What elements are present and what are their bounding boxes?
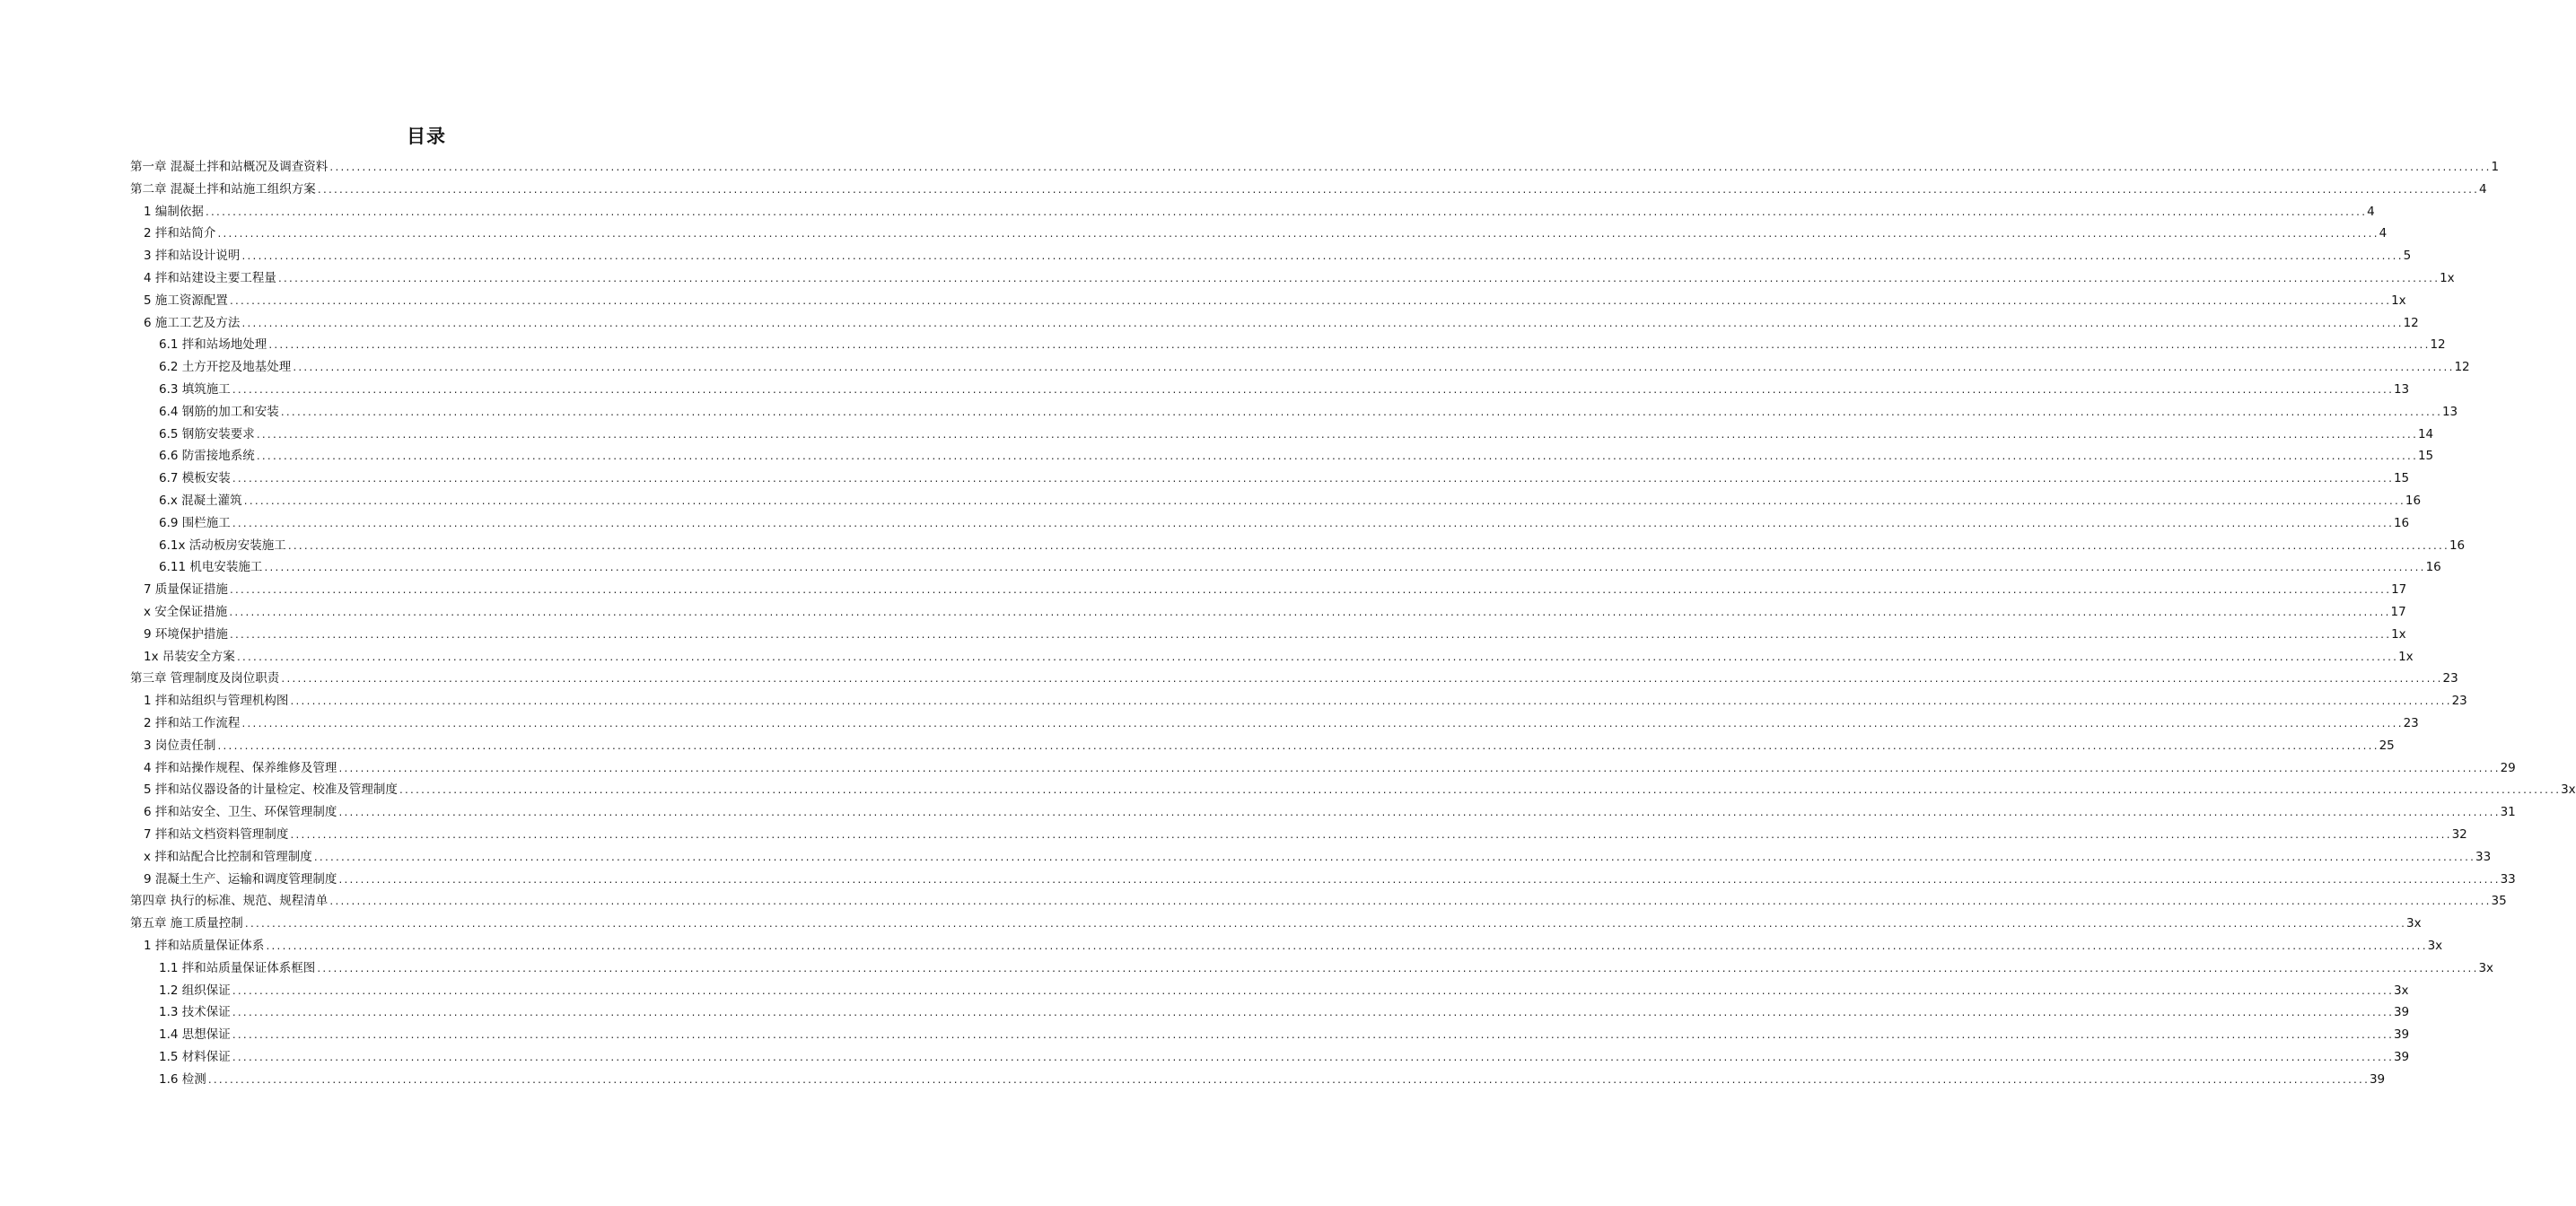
toc-dot-leader: ................................................................................................................................................................................................................................................................................................................................................................................................................: [206, 1075, 2369, 1086]
toc-entry[interactable]: [159, 334, 2446, 356]
toc-dot-leader: ................................................................................................................................................................................................................................................................................................................................................................................................................: [280, 675, 2442, 686]
toc-entry[interactable]: [144, 201, 2375, 223]
toc-entry-label: 1.4 思想保证: [159, 1027, 231, 1043]
toc-dot-leader: ................................................................................................................................................................................................................................................................................................................................................................................................................: [276, 275, 2440, 284]
toc-dot-leader: ................................................................................................................................................................................................................................................................................................................................................................................................................: [231, 386, 2393, 396]
toc-entry-page-number: 33: [2500, 871, 2516, 887]
toc-dot-leader: ................................................................................................................................................................................................................................................................................................................................................................................................................: [235, 652, 2398, 663]
toc-entry[interactable]: [159, 356, 2470, 379]
toc-dot-leader: ................................................................................................................................................................................................................................................................................................................................................................................................................: [316, 964, 2478, 974]
toc-dot-leader: ................................................................................................................................................................................................................................................................................................................................................................................................................: [265, 942, 2427, 952]
toc-entry-label: 6.9 围栏施工: [159, 515, 231, 530]
toc-dot-leader: ................................................................................................................................................................................................................................................................................................................................................................................................................: [263, 564, 2425, 574]
toc-entry-label: 7 拌和站文档资料管理制度: [144, 827, 289, 842]
toc-entry-page-number: 39: [2393, 1005, 2410, 1020]
toc-dot-leader: ................................................................................................................................................................................................................................................................................................................................................................................................................: [279, 407, 2441, 418]
toc-entry-label: 1.2 组织保证: [159, 983, 231, 998]
toc-entry-page-number: 16: [2425, 560, 2441, 575]
toc-entry-page-number: 12: [2430, 337, 2446, 353]
toc-entry-page-number: 4: [2479, 181, 2487, 197]
toc-entry[interactable]: [159, 401, 2458, 424]
toc-entry[interactable]: [144, 846, 2492, 869]
toc-entry-page-number: 29: [2500, 760, 2516, 775]
toc-entry-label: 1.1 拌和站质量保证体系框图: [159, 960, 316, 975]
toc-dot-leader: ................................................................................................................................................................................................................................................................................................................................................................................................................: [316, 185, 2478, 196]
toc-entry-page-number: 15: [2417, 449, 2434, 464]
toc-entry-page-number: 13: [2393, 382, 2410, 397]
toc-entry-label: 6.3 填筑施工: [159, 382, 231, 397]
toc-entry[interactable]: [144, 712, 2419, 735]
toc-dot-leader: ................................................................................................................................................................................................................................................................................................................................................................................................................: [337, 808, 2500, 819]
toc-entry-page-number: 33: [2475, 849, 2492, 864]
toc-entry-label: 4 拌和站建设主要工程量: [144, 271, 276, 285]
toc-dot-leader: ................................................................................................................................................................................................................................................................................................................................................................................................................: [216, 230, 2379, 240]
toc-entry-label: 6.7 模板安装: [159, 471, 231, 486]
toc-entry[interactable]: [130, 913, 2422, 935]
toc-entry[interactable]: [144, 601, 2406, 624]
toc-entry[interactable]: [130, 890, 2507, 913]
toc-entry[interactable]: [144, 245, 2412, 267]
toc-dot-leader: ................................................................................................................................................................................................................................................................................................................................................................................................................: [228, 630, 2391, 641]
toc-entry-label: 6.6 防雷接地系统: [159, 449, 255, 464]
toc-entry-page-number: 5: [2403, 249, 2412, 264]
toc-entry-page-number: 39: [2369, 1071, 2386, 1087]
toc-entry[interactable]: [159, 1001, 2410, 1024]
toc-dot-leader: ................................................................................................................................................................................................................................................................................................................................................................................................................: [292, 363, 2454, 374]
toc-entry-label: 6 拌和站安全、卫生、环保管理制度: [144, 805, 337, 820]
toc-entry-label: 7 质量保证措施: [144, 582, 228, 598]
toc-entry[interactable]: [159, 379, 2410, 401]
toc-entry-page-number: 16: [2393, 515, 2410, 530]
toc-entry[interactable]: [144, 757, 2516, 780]
toc-dot-leader: ................................................................................................................................................................................................................................................................................................................................................................................................................: [289, 831, 2451, 841]
toc-entry-label: 9 混凝土生产、运输和调度管理制度: [144, 871, 337, 887]
toc-entry-page-number: 3x: [2561, 782, 2576, 798]
toc-entry-page-number: 15: [2393, 471, 2410, 486]
toc-entry-page-number: 32: [2451, 827, 2467, 842]
toc-dot-leader: ................................................................................................................................................................................................................................................................................................................................................................................................................: [337, 764, 2500, 774]
toc-dot-leader: ................................................................................................................................................................................................................................................................................................................................................................................................................: [267, 341, 2430, 352]
toc-dot-leader: ................................................................................................................................................................................................................................................................................................................................................................................................................: [204, 207, 2367, 218]
toc-entry[interactable]: [159, 1069, 2386, 1091]
toc-entry-page-number: 39: [2393, 1050, 2410, 1064]
toc-entry-label: 2 拌和站简介: [144, 226, 216, 241]
toc-entry-page-number: 4: [2379, 226, 2388, 241]
toc-entry-page-number: 35: [2491, 894, 2507, 909]
toc-entry-label: 6.4 钢筋的加工和安装: [159, 404, 279, 419]
toc-dot-leader: ................................................................................................................................................................................................................................................................................................................................................................................................................: [255, 452, 2417, 463]
toc-dot-leader: ................................................................................................................................................................................................................................................................................................................................................................................................................: [255, 430, 2417, 441]
toc-entry-label: 4 拌和站操作规程、保养维修及管理: [144, 760, 337, 775]
toc-entry[interactable]: [144, 223, 2388, 245]
toc-entry[interactable]: [130, 156, 2500, 179]
toc-entry[interactable]: [159, 957, 2494, 980]
toc-entry-page-number: 1x: [2391, 293, 2406, 308]
toc-entry[interactable]: [144, 801, 2516, 824]
toc-entry-page-number: 23: [2451, 694, 2467, 709]
toc-entry-page-number: 1x: [2440, 271, 2455, 285]
toc-entry[interactable]: [159, 1046, 2410, 1069]
toc-dot-leader: ................................................................................................................................................................................................................................................................................................................................................................................................................: [241, 319, 2403, 329]
toc-dot-leader: ................................................................................................................................................................................................................................................................................................................................................................................................................: [241, 720, 2403, 730]
toc-dot-leader: ................................................................................................................................................................................................................................................................................................................................................................................................................: [242, 497, 2405, 507]
toc-entry-label: 第一章 混凝土拌和站概况及调查资料: [130, 160, 329, 174]
toc-entry-label: x 安全保证措施: [144, 605, 228, 619]
toc-entry[interactable]: [159, 1024, 2410, 1046]
toc-entry-label: 1 编制依据: [144, 204, 204, 219]
toc-entry[interactable]: [144, 624, 2406, 646]
toc-entry-page-number: 3x: [2393, 983, 2409, 998]
toc-entry-label: 1 拌和站质量保证体系: [144, 939, 265, 953]
toc-entry-label: 5 施工资源配置: [144, 293, 228, 308]
toc-entry[interactable]: [159, 980, 2409, 1002]
toc-entry[interactable]: [144, 824, 2467, 846]
toc-dot-leader: ................................................................................................................................................................................................................................................................................................................................................................................................................: [286, 541, 2449, 552]
toc-entry-page-number: 3x: [2427, 939, 2443, 953]
toc-entry[interactable]: [159, 512, 2410, 535]
toc-entry-page-number: 3x: [2406, 916, 2422, 931]
toc-entry[interactable]: [159, 490, 2422, 512]
toc-dot-leader: ................................................................................................................................................................................................................................................................................................................................................................................................................: [289, 697, 2451, 708]
toc-entry-page-number: 12: [2454, 360, 2470, 375]
toc-entry-label: 6.1x 活动板房安装施工: [159, 537, 286, 553]
toc-entry-page-number: 12: [2403, 315, 2419, 330]
toc-entry[interactable]: [144, 646, 2414, 669]
toc-dot-leader: ................................................................................................................................................................................................................................................................................................................................................................................................................: [329, 163, 2491, 173]
toc-entry-page-number: 17: [2391, 582, 2407, 598]
toc-entry-label: 1.6 检测: [159, 1071, 206, 1087]
toc-entry-label: 3 岗位责任制: [144, 738, 216, 753]
toc-entry[interactable]: [144, 267, 2455, 290]
toc-entry[interactable]: [159, 556, 2441, 579]
toc-dot-leader: ................................................................................................................................................................................................................................................................................................................................................................................................................: [398, 786, 2561, 797]
toc-entry-label: 1.5 材料保证: [159, 1050, 231, 1064]
toc-entry-label: 1 拌和站组织与管理机构图: [144, 694, 289, 709]
toc-entry[interactable]: [159, 468, 2410, 490]
toc-entry[interactable]: [144, 779, 2576, 801]
toc-dot-leader: ................................................................................................................................................................................................................................................................................................................................................................................................................: [337, 875, 2500, 886]
toc-entry-page-number: 17: [2390, 605, 2406, 619]
toc-entry[interactable]: [130, 179, 2487, 201]
toc-entry-label: 5 拌和站仪器设备的计量检定、校准及管理制度: [144, 782, 398, 798]
toc-entry-label: 3 拌和站设计说明: [144, 249, 241, 264]
toc-entry-page-number: 25: [2379, 738, 2395, 753]
toc-entry[interactable]: [144, 869, 2516, 891]
toc-entry-label: 第五章 施工质量控制: [130, 916, 243, 931]
toc-dot-leader: ................................................................................................................................................................................................................................................................................................................................................................................................................: [231, 1009, 2393, 1019]
toc-entry[interactable]: [159, 424, 2434, 446]
toc-entry-label: x 拌和站配合比控制和管理制度: [144, 849, 312, 864]
toc-entry[interactable]: [144, 312, 2419, 335]
toc-entry[interactable]: [159, 535, 2466, 557]
toc-entry-page-number: 4: [2367, 204, 2375, 219]
toc-entry-page-number: 1: [2491, 160, 2500, 174]
toc-title: 目录: [407, 126, 446, 147]
toc-entry-page-number: 1x: [2391, 626, 2406, 642]
toc-entry-label: 1x 吊装安全方案: [144, 649, 235, 664]
toc-entry-label: 6.11 机电安装施工: [159, 560, 263, 575]
toc-dot-leader: ................................................................................................................................................................................................................................................................................................................................................................................................................: [231, 986, 2393, 997]
toc-entry-page-number: 23: [2442, 671, 2458, 686]
toc-dot-leader: ................................................................................................................................................................................................................................................................................................................................................................................................................: [231, 519, 2393, 529]
toc-dot-leader: ................................................................................................................................................................................................................................................................................................................................................................................................................: [228, 296, 2391, 307]
toc-dot-leader: ................................................................................................................................................................................................................................................................................................................................................................................................................: [231, 1053, 2393, 1063]
toc-entry-page-number: 3x: [2478, 960, 2494, 975]
toc-entry-page-number: 14: [2417, 426, 2434, 441]
toc-entry-page-number: 13: [2441, 404, 2458, 419]
toc-entry-page-number: 39: [2393, 1027, 2410, 1043]
toc-entry[interactable]: [144, 935, 2443, 957]
toc-entry[interactable]: [130, 668, 2458, 690]
toc-entry-page-number: 1x: [2398, 649, 2414, 664]
toc-dot-leader: ................................................................................................................................................................................................................................................................................................................................................................................................................: [216, 741, 2379, 752]
toc-dot-leader: ................................................................................................................................................................................................................................................................................................................................................................................................................: [329, 897, 2491, 908]
toc-entry-label: 6.x 混凝土灌筑: [159, 494, 242, 508]
toc-dot-leader: ................................................................................................................................................................................................................................................................................................................................................................................................................: [228, 608, 2390, 618]
toc-dot-leader: ................................................................................................................................................................................................................................................................................................................................................................................................................: [231, 1031, 2393, 1042]
toc-entry-label: 6.5 钢筋安装要求: [159, 426, 255, 441]
toc-entry[interactable]: [144, 579, 2407, 601]
toc-entry[interactable]: [144, 690, 2467, 712]
toc-entry-label: 6.1 拌和站场地处理: [159, 337, 267, 353]
toc-entry-label: 9 环境保护措施: [144, 626, 228, 642]
toc-dot-leader: ................................................................................................................................................................................................................................................................................................................................................................................................................: [312, 852, 2475, 863]
toc-entry-label: 第四章 执行的标准、规范、规程清单: [130, 894, 329, 909]
toc-entry[interactable]: [144, 290, 2406, 312]
toc-entry-label: 第二章 混凝土拌和站施工组织方案: [130, 181, 316, 197]
toc-entry-page-number: 16: [2405, 494, 2422, 508]
toc-dot-leader: ................................................................................................................................................................................................................................................................................................................................................................................................................: [243, 920, 2405, 931]
toc-entry[interactable]: [159, 445, 2434, 468]
toc-entry-label: 2 拌和站工作流程: [144, 716, 241, 730]
toc-dot-leader: ................................................................................................................................................................................................................................................................................................................................................................................................................: [241, 252, 2403, 263]
toc-entry-label: 1.3 技术保证: [159, 1005, 231, 1020]
toc-dot-leader: ................................................................................................................................................................................................................................................................................................................................................................................................................: [231, 475, 2393, 485]
toc-dot-leader: ................................................................................................................................................................................................................................................................................................................................................................................................................: [228, 586, 2391, 597]
toc-entry-page-number: 16: [2449, 537, 2466, 553]
toc-entry-page-number: 23: [2403, 716, 2419, 730]
toc-entry-page-number: 31: [2500, 805, 2516, 820]
toc-entry-label: 6.2 土方开挖及地基处理: [159, 360, 292, 375]
toc-entry-label: 6 施工工艺及方法: [144, 315, 241, 330]
toc-entry-label: 第三章 管理制度及岗位职责: [130, 671, 280, 686]
toc-entry[interactable]: [144, 735, 2395, 757]
